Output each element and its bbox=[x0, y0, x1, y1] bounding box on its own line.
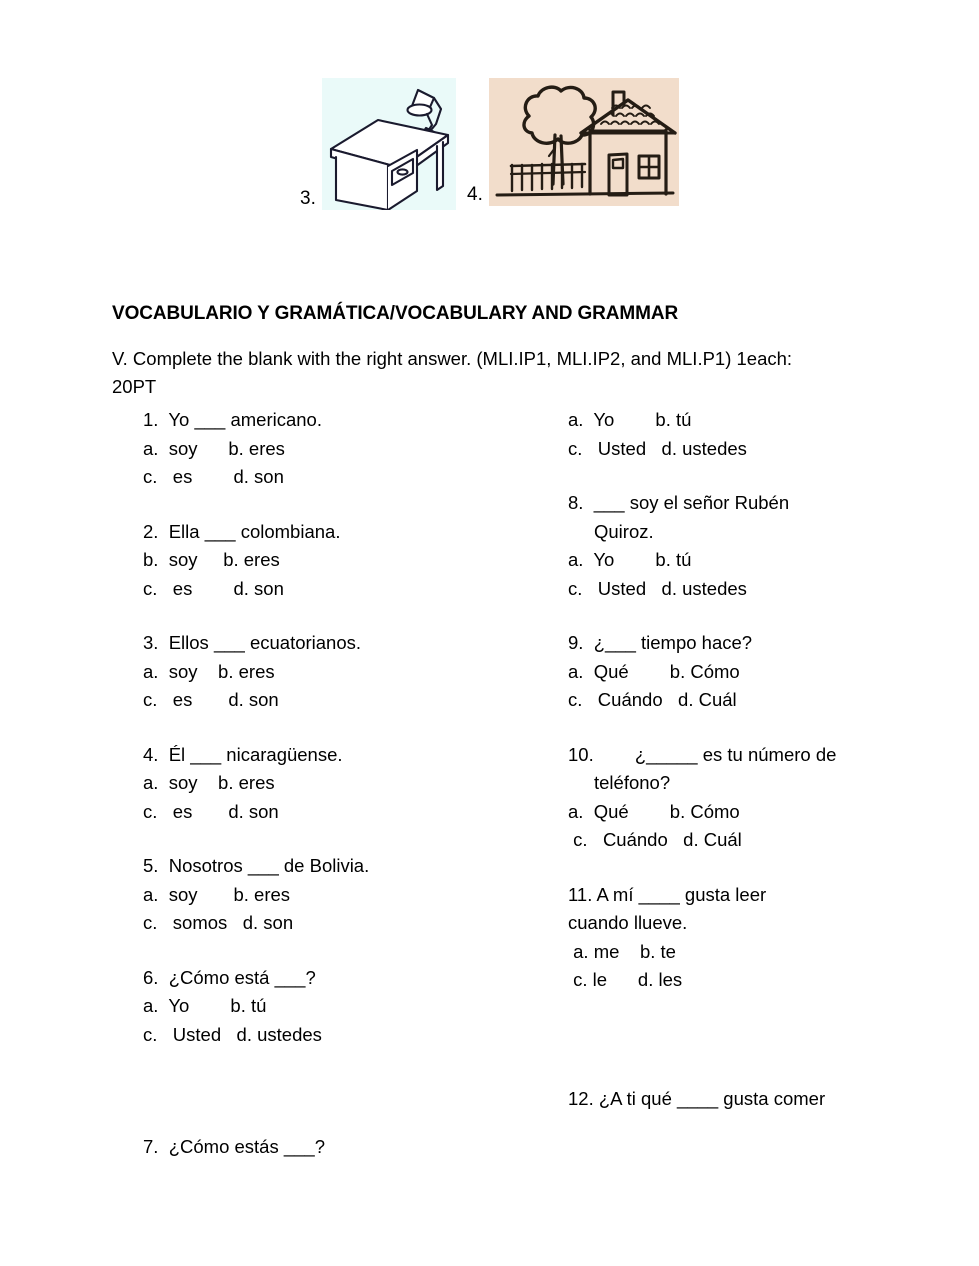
question-option-line[interactable]: c. somos d. son bbox=[143, 912, 294, 933]
question-item bbox=[568, 741, 968, 855]
question-option-line[interactable]: a. Yo b. tú bbox=[568, 409, 692, 430]
question-option-line[interactable]: c. le d. les bbox=[568, 969, 683, 990]
picture-number-3: 3. bbox=[300, 188, 316, 209]
question-prompt: 5. Nosotros ___ de Bolivia. bbox=[143, 855, 370, 876]
house-with-tree-illustration bbox=[489, 78, 679, 206]
question-item bbox=[568, 489, 968, 603]
question-option-line[interactable]: a. soy b. eres bbox=[143, 660, 275, 682]
question-option-line[interactable]: c. Cuándo d. Cuál bbox=[568, 829, 742, 850]
question-prompt-continuation: Quiroz. bbox=[594, 520, 654, 542]
question-prompt: 2. Ella ___ colombiana. bbox=[143, 520, 341, 542]
question-option-line[interactable]: a. Yo b. tú bbox=[143, 995, 267, 1016]
question-option-line[interactable]: c. es d. son bbox=[143, 800, 279, 822]
question-option-line[interactable]: c. es d. son bbox=[143, 689, 279, 710]
question-option-line[interactable]: b. soy b. eres bbox=[143, 549, 280, 570]
question-prompt-continuation: teléfono? bbox=[594, 772, 671, 793]
question-option-line[interactable]: c. Usted d. ustedes bbox=[568, 437, 747, 459]
question-option-line[interactable]: c. Usted d. ustedes bbox=[568, 577, 747, 599]
question-option-line[interactable]: a. soy b. eres bbox=[143, 772, 275, 793]
question-prompt: 9. ¿___ tiempo hace? bbox=[568, 632, 753, 653]
question-option-line[interactable]: a. Yo b. tú bbox=[568, 549, 692, 570]
question-prompt-continuation: cuando llueve. bbox=[568, 912, 688, 933]
question-prompt: 6. ¿Cómo está ___? bbox=[143, 966, 316, 988]
question-option-line[interactable]: c. Cuándo d. Cuál bbox=[568, 689, 737, 710]
question-item bbox=[143, 629, 543, 715]
question-prompt: 1. Yo ___ americano. bbox=[143, 409, 322, 430]
section-instructions: V. Complete the blank with the right answer. (MLI.IP1, MLI.IP2, and MLI.P1) 1each: 20PT bbox=[112, 348, 793, 397]
question-item bbox=[568, 881, 968, 995]
question-option-line[interactable]: c. es d. son bbox=[143, 466, 284, 487]
question-option-line[interactable]: a. me b. te bbox=[568, 940, 676, 962]
question-prompt: 8. ___ soy el señor Rubén bbox=[568, 492, 790, 513]
question-item bbox=[143, 1133, 543, 1162]
question-item bbox=[143, 741, 543, 827]
questions-column-left bbox=[143, 406, 543, 1188]
question-item-continued bbox=[568, 406, 968, 463]
question-prompt: 3. Ellos ___ ecuatorianos. bbox=[143, 632, 362, 653]
questions-column-right bbox=[568, 406, 968, 1139]
question-option-line[interactable]: c. Usted d. ustedes bbox=[143, 1023, 322, 1045]
question-prompt: 4. Él ___ nicaragüense. bbox=[143, 743, 343, 765]
picture-number-4: 4. bbox=[467, 184, 483, 205]
question-prompt: 12. ¿A ti qué ____ gusta comer bbox=[568, 1087, 826, 1109]
question-option-line[interactable]: a. soy b. eres bbox=[143, 437, 285, 459]
picture-band bbox=[0, 0, 979, 230]
picture-item-3 bbox=[300, 78, 456, 210]
question-option-line[interactable]: a. soy b. eres bbox=[143, 883, 291, 905]
question-item bbox=[143, 406, 543, 492]
question-item bbox=[143, 852, 543, 938]
question-prompt: 10. ¿_____ es tu número de bbox=[568, 743, 837, 765]
question-option-line[interactable]: a. Qué b. Cómo bbox=[568, 660, 740, 682]
picture-item-4 bbox=[467, 78, 679, 206]
desk-with-lamp-illustration bbox=[322, 78, 456, 210]
question-item bbox=[568, 629, 968, 715]
question-option-line[interactable]: c. es d. son bbox=[143, 577, 284, 599]
question-option-line[interactable]: a. Qué b. Cómo bbox=[568, 800, 740, 822]
question-item bbox=[143, 518, 543, 604]
question-prompt: 7. ¿Cómo estás ___? bbox=[143, 1136, 326, 1157]
question-item bbox=[568, 1085, 968, 1114]
questions-area bbox=[0, 406, 979, 1157]
question-prompt: 11. A mí ____ gusta leer bbox=[568, 883, 767, 905]
question-item bbox=[143, 964, 543, 1050]
section-title: VOCABULARIO Y GRAMÁTICA/VOCABULARY AND GRAMMAR bbox=[112, 303, 679, 324]
